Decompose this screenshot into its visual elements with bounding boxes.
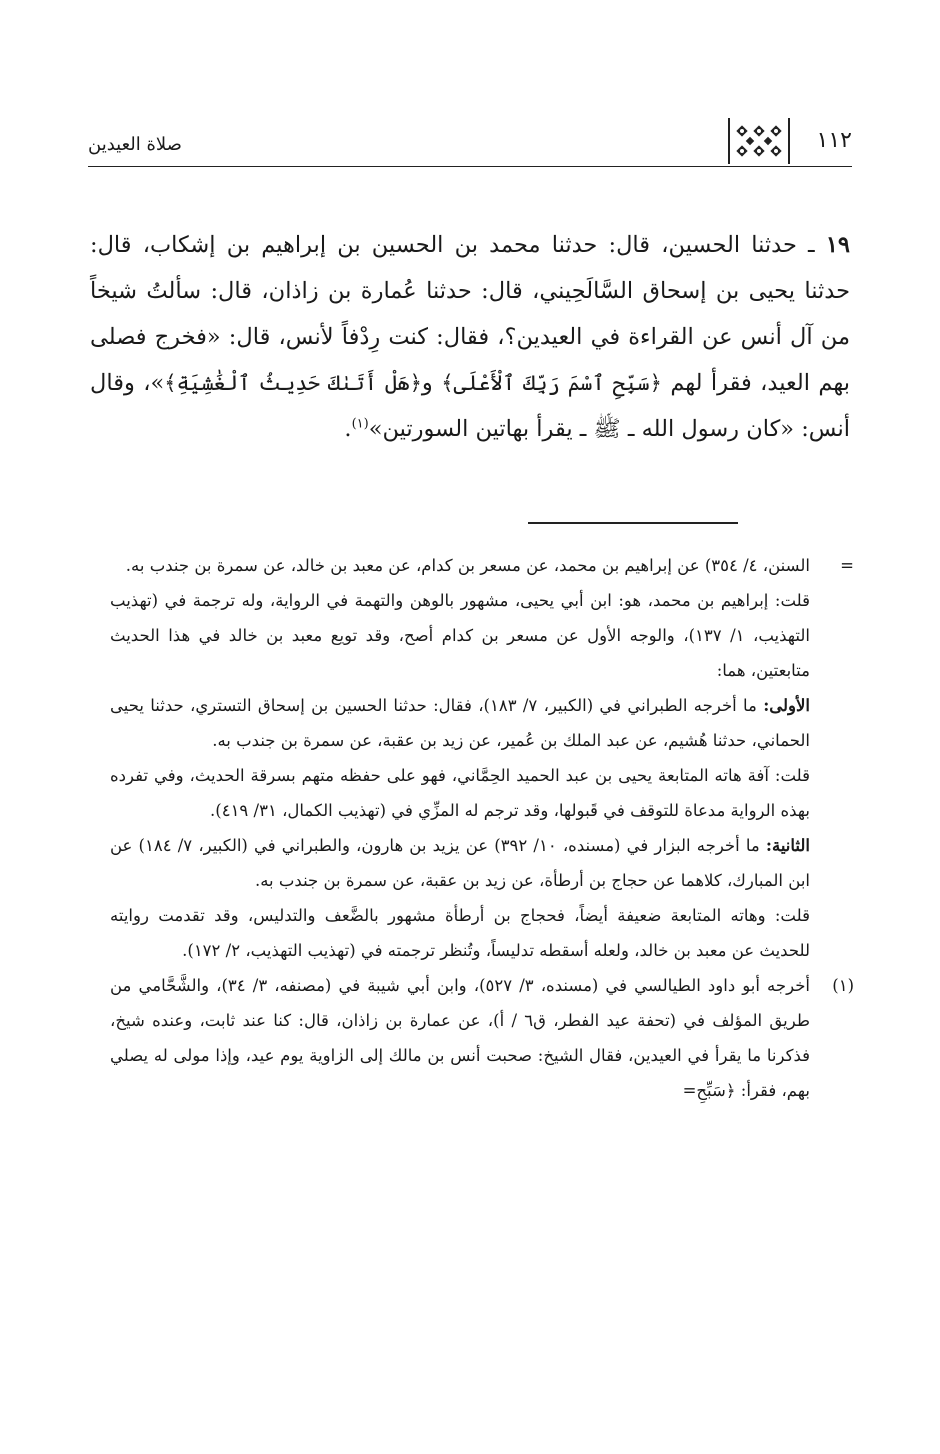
- footnote-paragraph: [110, 828, 810, 898]
- footnote-rule: [528, 522, 738, 524]
- hadith-text-part1: ـ حدثنا الحسين، قال: حدثنا محمد بن الحسين بن إبراهيم بن إشكاب، قال: حدثنا يحيى بن إسحاق السَّالَحِيني، قال: حدثنا عُمارة بن زاذان، قال: سألتُ شيخاً من آل أنس عن القراءة في العيدين؟، فقال: كنت رِدْفاً لأنس، قال: «فخرج فصلى بهم العيد، فقرأ لهم: [90, 232, 850, 396]
- hadith-number: ١٩: [825, 232, 850, 258]
- running-head: صلاة العيدين: [88, 134, 182, 155]
- footnote-paragraph: قلت: وهاته المتابعة ضعيفة أيضاً، فحجاج بن أرطأة مشهور بالضَّعف والتدليس، وقد تقدمت روايته للحديث عن معبد بن خالد، ولعله أسقطه تدليساً، وتُنظر ترجمته في (تهذيب التهذيب، ٢/ ١٧٢).: [110, 906, 810, 960]
- footnote-paragraph: قلت: آفة هاته المتابعة يحيى بن عبد الحميد الحِمَّاني، فهو على حفظه متهم بسرقة الحديث، وفي تفرده بهذه الرواية مدعاة للتوقف في قَبولها، وقد ترجم له المزِّي في (تهذيب الكمال، ٣١/ ٤١٩).: [110, 766, 810, 820]
- page-number: ١١٢: [816, 128, 852, 153]
- footnote-paragraph: قلت: إبراهيم بن محمد، هو: ابن أبي يحيى، مشهور بالوهن والتهمة في الرواية، وله ترجمة في (تهذيب التهذيب، ١/ ١٣٧)، والوجه الأول عن مسعر بن كدام أصح، وقد تويع معبد بن خالد في هذا الحديث متابعتين، هما:: [110, 591, 810, 680]
- quran-verse-1: ﴿سَبِّحِ ٱسْمَ رَبِّكَ ٱلْأَعْلَى﴾: [441, 371, 662, 395]
- hadith-text-part3: »، وقال أنس: «كان رسول الله ـ ﷺ ـ يقرأ بهاتين السورتين»: [90, 370, 850, 442]
- quran-verse-2: ﴿هَلْ أَتَىٰكَ حَدِيثُ ٱلْغَٰشِيَةِ﴾: [164, 371, 422, 395]
- second-label: الثانية:: [765, 836, 811, 855]
- footnote-continuation: [110, 548, 854, 968]
- first-text: ما أخرجه الطبراني في (الكبير، ٧/ ١٨٣)، فقال: حدثنا الحسين بن إسحاق التستري، حدثنا يحيى الحماني، حدثنا هُشيم، عن عبد الملك بن عُمير، عن زيد بن عقبة، عن سمرة بن جندب به.: [110, 696, 810, 750]
- first-label: الأولى:: [763, 696, 811, 715]
- hadith-text-part4: .: [344, 416, 352, 442]
- footnote-ref[interactable]: (١): [351, 416, 369, 432]
- hadith-paragraph: [90, 222, 850, 452]
- header-rule: [88, 166, 852, 167]
- page-header: [88, 118, 852, 170]
- islamic-ornament-icon: [728, 118, 790, 164]
- footnote-1-text: أخرجه أبو داود الطيالسي في (مسنده، ٣/ ٥٢٧)، وابن أبي شيبة في (مصنفه، ٣/ ٣٤)، والشَّحَّامي من طريق المؤلف في (تحفة عيد الفطر، ق٦ / أ)، عن عمارة بن زاذان، قال: كنا عند ثابت، وعنده شيخ، فذكرنا ما يقرأ في العيدين، فقال الشيخ: صحبت أنس بن مالك إلى الزاوية يوم عيد، وإذا مولى له يصلي بهم، فقرأ: ﴿سَبِّحِ=: [110, 976, 810, 1100]
- footnote-paragraph: السنن، ٤/ ٣٥٤) عن إبراهيم بن محمد، عن مسعر بن كدام، عن معبد بن خالد، عن سمرة بن جندب به.: [125, 556, 810, 575]
- footnotes: [110, 548, 854, 1108]
- second-text: ما أخرجه البزار في (مسنده، ١٠/ ٣٩٢) عن يزيد بن هارون، والطبراني في (الكبير، ٧/ ١٨٤) عن ابن المبارك، كلاهما عن حجاج بن أرطأة، عن زيد بن عقبة، عن سمرة بن جندب به.: [110, 836, 810, 890]
- footnote-paragraph: [110, 688, 810, 758]
- footnote-1-marker: (١): [832, 976, 854, 995]
- hadith-text: [90, 222, 850, 452]
- continuation-marker: =: [840, 556, 854, 575]
- hadith-text-part2: و: [421, 370, 433, 396]
- footnote-1: [110, 968, 854, 1108]
